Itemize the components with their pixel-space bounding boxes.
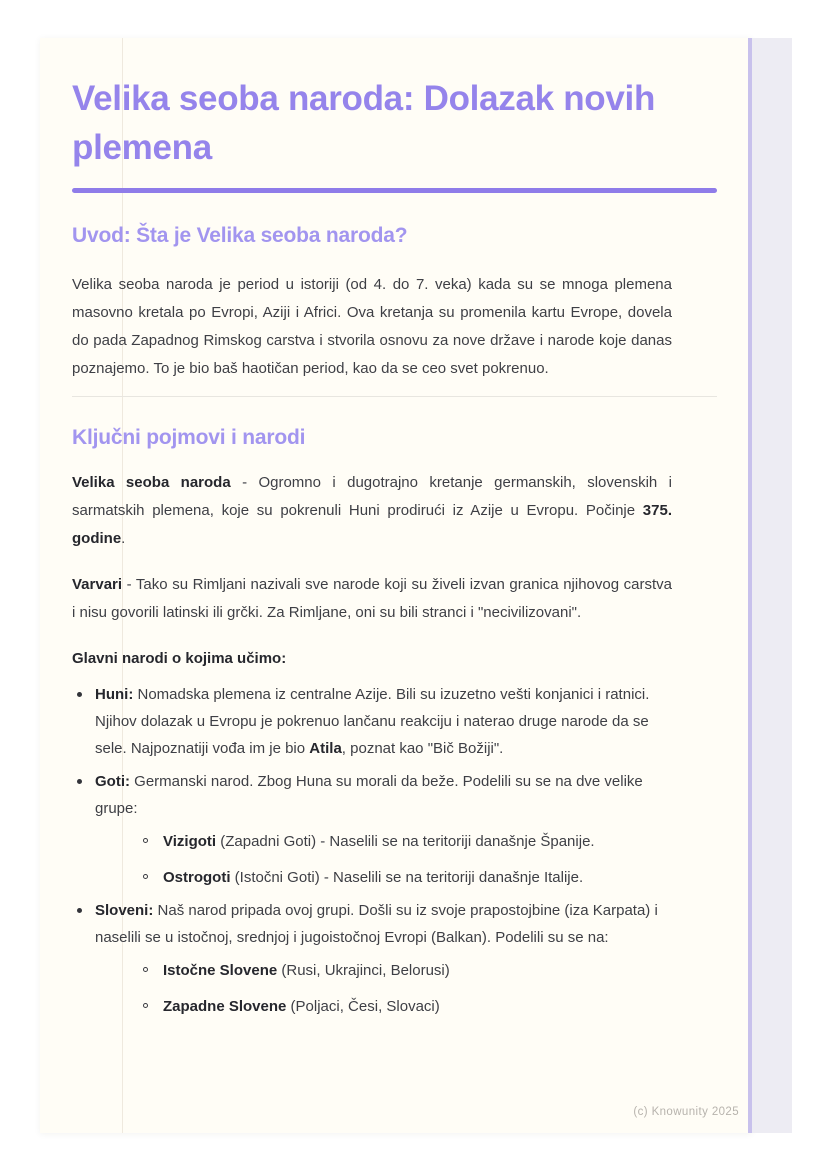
bullet-circle-icon: [143, 967, 148, 972]
list-item-text: Goti: Germanski narod. Zbog Huna su morali da beže. Podelili su se na dve velike grupe:: [95, 773, 643, 817]
list-item: [72, 897, 674, 1020]
bullet-dot-icon: [77, 779, 82, 784]
watermark: (c) Knowunity 2025: [633, 1106, 739, 1118]
list-item: [72, 768, 674, 891]
section-divider: [72, 396, 717, 397]
sub-list-item-text: Vizigoti (Zapadni Goti) - Naselili se na teritoriji današnje Španije.: [163, 833, 595, 850]
title-underline: [72, 188, 717, 193]
definition-paragraph-velika-seoba: Velika seoba naroda - Ogromno i dugotrajno kretanje germanskih, slovenskih i sarmatskih plemena, koje su pokrenuli Huni prodirući iz Azije u Evropu. Počinje 375. godine.: [72, 474, 672, 547]
document-title: Velika seoba naroda: Dolazak novih plemena: [72, 79, 656, 167]
bullet-circle-icon: [143, 838, 148, 843]
sub-list: [140, 957, 674, 1020]
sub-list: [140, 828, 674, 891]
peoples-list: [72, 681, 674, 1020]
bullet-dot-icon: [77, 692, 82, 697]
page-card: [40, 38, 752, 1133]
page-edge-band: [748, 38, 792, 1133]
document-content: [72, 74, 718, 1020]
bullet-circle-icon: [143, 1003, 148, 1008]
sub-list-item: [140, 993, 674, 1020]
list-item-text: Sloveni: Naš narod pripada ovoj grupi. Došli su iz svoje prapostojbine (iza Karpata) i naselili se u istočnoj, srednjoj i jugoistočnoj Evropi (Balkan). Podelili su se na:: [95, 902, 658, 946]
sub-list-item: [140, 957, 674, 984]
sub-list-item-text: Ostrogoti (Istočni Goti) - Naselili se na teritoriji današnje Italije.: [163, 869, 584, 886]
sub-list-item-text: Istočne Slovene (Rusi, Ukrajinci, Belorusi): [163, 962, 450, 979]
bullet-circle-icon: [143, 874, 148, 879]
section-heading-uvod: Uvod: Šta je Velika seoba naroda?: [72, 224, 408, 247]
list-item-text: Huni: Nomadska plemena iz centralne Azije. Bili su izuzetno vešti konjanici i ratnici. Njihov dolazak u Evropu je pokrenuo lančanu reakciju i naterao druge narode da se sele. Najpoznatiji vođa im je bio Atila, poznat kao "Bič Božiji".: [95, 686, 650, 757]
definition-paragraph-varvari: Varvari - Tako su Rimljani nazivali sve narode koji su živeli izvan granica njihovog carstva i nisu govorili latinski ili grčki. Za Rimljane, oni su bili stranci i "necivilizovani".: [72, 576, 672, 621]
intro-paragraph: Velika seoba naroda je period u istoriji (od 4. do 7. veka) kada su se mnoga plemena masovno kretala po Evropi, Aziji i Africi. Ova kretanja su promenila kartu Evrope, dovela do pada Zapadnog Rimskog carstva i stvorila osnovu za nove države i narode koje danas poznajemo. To je bio baš haotičan period, kao da se ceo svet pokrenuo.: [72, 276, 672, 377]
list-item: [72, 681, 674, 762]
sub-list-item: [140, 828, 674, 855]
sub-list-item: [140, 864, 674, 891]
section-heading-kljucni: Ključni pojmovi i narodi: [72, 426, 306, 449]
bullet-dot-icon: [77, 908, 82, 913]
list-intro-label: Glavni narodi o kojima učimo:: [72, 650, 287, 667]
sub-list-item-text: Zapadne Slovene (Poljaci, Česi, Slovaci): [163, 998, 440, 1015]
